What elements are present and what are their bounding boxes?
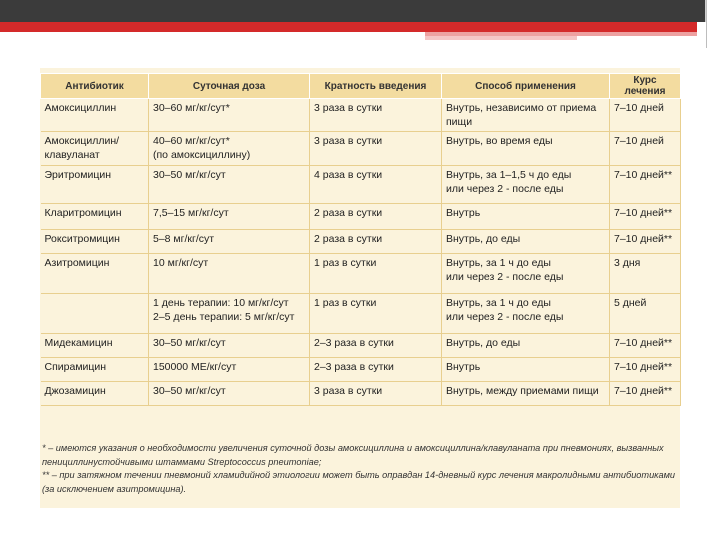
table-cell: 7–10 дней** <box>610 230 681 254</box>
table-cell: 30–50 мг/кг/сут <box>149 166 310 204</box>
table-cell: 2–3 раза в сутки <box>310 358 442 382</box>
table-cell: 7–10 дней <box>610 132 681 166</box>
table-cell: 3 раза в сутки <box>310 99 442 132</box>
table-cell: Внутрь <box>442 204 610 230</box>
table-row <box>41 99 681 132</box>
table-cell: Внутрь, независимо от приема пищи <box>442 99 610 132</box>
table-cell: Амоксициллин <box>41 99 149 132</box>
header-course: Курс лечения <box>610 74 681 99</box>
table-cell: 5 дней <box>610 294 681 334</box>
table-cell: 3 дня <box>610 254 681 294</box>
corner-divider <box>706 0 707 48</box>
header-frequency: Кратность введения <box>310 74 442 99</box>
table-cell: 3 раза в сутки <box>310 132 442 166</box>
accent-stripe-light <box>425 36 577 40</box>
table-cell: 2–3 раза в сутки <box>310 334 442 358</box>
table-cell: 1 день терапии: 10 мг/кг/сут 2–5 день терапии: 5 мг/кг/сут <box>149 294 310 334</box>
table-cell: 30–50 мг/кг/сут <box>149 334 310 358</box>
table-header-row <box>41 74 681 99</box>
table-cell: Амоксициллин/ клавуланат <box>41 132 149 166</box>
footnote-1: * – имеются указания о необходимости увеличения суточной дозы амоксициллина и амоксициллина/клавуланата при пневмониях, вызванных пенициллинустойчивыми штаммами Streptococcus pneumoniae; <box>42 443 664 467</box>
table-cell: 2 раза в сутки <box>310 204 442 230</box>
table-cell: Мидекамицин <box>41 334 149 358</box>
table-cell: 30–50 мг/кг/сут <box>149 382 310 406</box>
header-daily-dose: Суточная доза <box>149 74 310 99</box>
table-row <box>41 166 681 204</box>
table-cell: Внутрь, во время еды <box>442 132 610 166</box>
accent-bar <box>0 22 697 32</box>
table-cell: Внутрь, за 1 ч до еды или через 2 - после еды <box>442 294 610 334</box>
table-row <box>41 230 681 254</box>
table-cell: 2 раза в сутки <box>310 230 442 254</box>
table-cell: 7–10 дней** <box>610 334 681 358</box>
table-row <box>41 294 681 334</box>
table-cell: 3 раза в сутки <box>310 382 442 406</box>
table-cell: 1 раз в сутки <box>310 294 442 334</box>
table-cell: 150000 МЕ/кг/сут <box>149 358 310 382</box>
table-cell: 7–10 дней** <box>610 358 681 382</box>
table-cell: Внутрь, за 1–1,5 ч до еды или через 2 - после еды <box>442 166 610 204</box>
table-cell <box>41 294 149 334</box>
antibiotic-table <box>40 73 681 406</box>
table-cell: Внутрь, между приемами пищи <box>442 382 610 406</box>
table-cell: 7–10 дней** <box>610 382 681 406</box>
table-cell: 4 раза в сутки <box>310 166 442 204</box>
table-cell: Внутрь, до еды <box>442 334 610 358</box>
table-row <box>41 132 681 166</box>
corner-tab <box>705 0 720 22</box>
table-body <box>41 99 681 406</box>
table-row <box>41 334 681 358</box>
table-cell: Спирамицин <box>41 358 149 382</box>
table-cell: Внутрь <box>442 358 610 382</box>
table-row <box>41 254 681 294</box>
table-cell: 10 мг/кг/сут <box>149 254 310 294</box>
table-row <box>41 382 681 406</box>
title-bar-dark <box>0 0 705 22</box>
table-cell: 7,5–15 мг/кг/сут <box>149 204 310 230</box>
footnote-2: ** – при затяжном течении пневмоний хламидийной этиологии может быть оправдан 14-дневный курс лечения макролидными антибиотиками (за исключением азитромицина). <box>42 470 676 494</box>
table-cell: 40–60 мг/кг/сут* (по амоксициллину) <box>149 132 310 166</box>
table-cell: Джозамицин <box>41 382 149 406</box>
table-cell: 7–10 дней <box>610 99 681 132</box>
antibiotic-table-sheet <box>40 68 680 508</box>
table-cell: Внутрь, до еды <box>442 230 610 254</box>
table-cell: 7–10 дней** <box>610 166 681 204</box>
table-cell: Азитромицин <box>41 254 149 294</box>
table-cell: Рокситромицин <box>41 230 149 254</box>
table-cell: 5–8 мг/кг/сут <box>149 230 310 254</box>
table-cell: Кларитромицин <box>41 204 149 230</box>
header-administration: Способ применения <box>442 74 610 99</box>
table-cell: Внутрь, за 1 ч до еды или через 2 - после еды <box>442 254 610 294</box>
header-antibiotic: Антибиотик <box>41 74 149 99</box>
footnotes <box>42 442 678 496</box>
table-row <box>41 358 681 382</box>
table-cell: 7–10 дней** <box>610 204 681 230</box>
table-cell: Эритромицин <box>41 166 149 204</box>
table-cell: 30–60 мг/кг/сут* <box>149 99 310 132</box>
table-cell: 1 раз в сутки <box>310 254 442 294</box>
table-row <box>41 204 681 230</box>
